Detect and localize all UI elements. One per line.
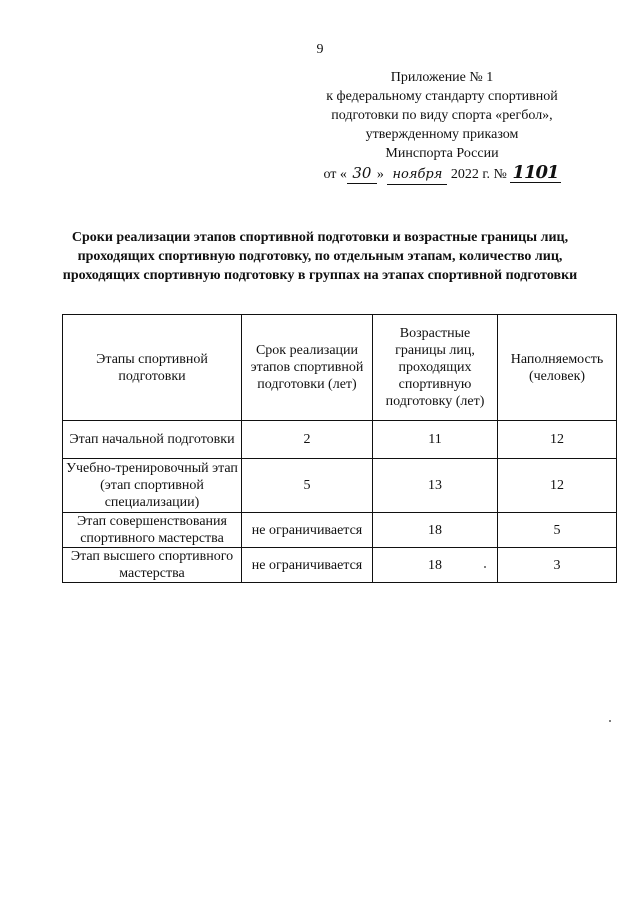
table-row [63,459,617,513]
table-cell: 12 [498,459,617,513]
stages-table [62,314,617,583]
appendix-line-4: утвержденному приказом [365,127,519,142]
table-row [63,513,617,548]
page-number: 9 [316,42,324,57]
handwritten-order-number: 1101 [512,162,559,183]
date-mid: » [376,167,384,182]
appendix-line-2: к федеральному стандарту спортивной [326,89,558,104]
table-cell: 5 [242,459,373,513]
header-cell: Наполняемость (человек) [498,315,617,421]
handwritten-month: ноября [387,165,447,185]
date-prefix: от « [323,167,347,182]
scan-speck [484,566,486,568]
table-cell: Учебно-тренировочный этап (этап спортивной специализации) [63,459,242,513]
table-cell: не ограничивается [242,513,373,548]
document-title: Сроки реализации этапов спортивной подготовки и возрастные границы лиц, проходящих спортивную подготовку, по отдельным этапам, количество лиц, проходящих спортивную подготовку в группах на этапах спортивной подготовки [62,230,578,283]
table-header-row [63,315,617,421]
handwritten-day: 30 [347,164,377,184]
table-cell: 13 [373,459,498,513]
appendix-line-3: подготовки по виду спорта «регбол», [331,108,553,123]
table-cell: Этап начальной подготовки [63,421,242,459]
table-cell: 2 [242,421,373,459]
table-cell: 3 [498,548,617,583]
date-year: 2022 г. № [450,167,507,182]
table-cell: 18 [373,513,498,548]
table-cell: 5 [498,513,617,548]
table-cell: 18 [373,548,498,583]
table-cell: 12 [498,421,617,459]
table-cell: Этап высшего спортивного мастерства [63,548,242,583]
appendix-line-5: Минспорта России [385,146,499,161]
scan-speck [609,720,611,722]
header-cell: Возрастные границы лиц, проходящих спортивную подготовку (лет) [373,315,498,421]
table-row [63,548,617,583]
table-cell: Этап совершенствования спортивного мастерства [63,513,242,548]
appendix-header [300,68,584,185]
table-cell: 11 [373,421,498,459]
header-cell: Срок реализации этапов спортивной подготовки (лет) [242,315,373,421]
header-cell: Этапы спортивной подготовки [63,315,242,421]
table-cell: не ограничивается [242,548,373,583]
table-row [63,421,617,459]
appendix-line-1: Приложение № 1 [390,70,494,85]
order-date-line [300,163,584,185]
